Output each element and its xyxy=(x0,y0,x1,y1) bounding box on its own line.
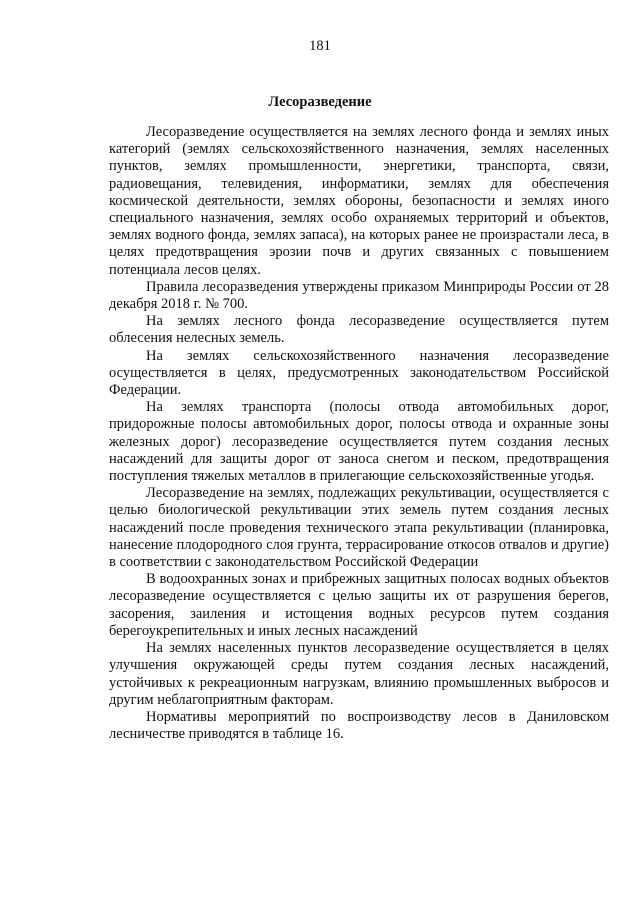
paragraph: Правила лесоразведения утверждены приказом Минприроды России от 28 декабря 2018 г. № 700. xyxy=(109,278,609,313)
paragraph: В водоохранных зонах и прибрежных защитных полосах водных объектов лесоразведение осуществляется с целью защиты их от разрушения берегов, засорения, заиления и истощения водных ресурсов путем создания берегоукрепительных и иных лесных насаждений xyxy=(109,571,609,639)
paragraph: На землях сельскохозяйственного назначения лесоразведение осуществляется в целях, предусмотренных законодательством Российской Федерации. xyxy=(109,347,609,399)
paragraph: На землях населенных пунктов лесоразведение осуществляется в целях улучшения окружающей среды путем создания лесных насаждений, устойчивых к рекреационным нагрузкам, влиянию промышленных выбросов и другим неблагоприятным факторам. xyxy=(109,640,609,708)
paragraph: На землях лесного фонда лесоразведение осуществляется путем облесения нелесных земель. xyxy=(109,313,609,347)
paragraph: Лесоразведение осуществляется на землях лесного фонда и землях иных категорий (землях сельскохозяйственного назначения, землях населенных пунктов, землях промышленности, энергетики, транспорта, связи, радиовещания, телевидения, информатики, землях для обеспечения космической деятельности, землях обороны, безопасности и землях иного специального назначения, землях особо охраняемых территорий и объектов, землях водного фонда, землях запаса), на которых ранее не произрастали леса, в целях предотвращения эрозии почв и других связанных с повышением потенциала лесов целях. xyxy=(109,124,609,278)
body-text xyxy=(109,124,609,743)
section-title: Лесоразведение xyxy=(268,94,372,110)
paragraph: Лесоразведение на землях, подлежащих рекультивации, осуществляется с целью биологической рекультивации этих земель путем создания лесных насаждений после проведения технического этапа рекультивации (планировка, нанесение плодородного слоя грунта, террасирование откосов отвалов и другие) в соответствии с законодательством Российской Федерации xyxy=(109,485,609,571)
paragraph: На землях транспорта (полосы отвода автомобильных дорог, придорожные полосы автомобильных дорог, полосы отвода и охранные зоны железных дорог) лесоразведение осуществляется путем создания лесных насаждений для защиты дорог от заноса снегом и песком, предотвращения поступления тяжелых металлов в прилегающие сельскохозяйственные угодья. xyxy=(109,399,609,485)
paragraph: Нормативы мероприятий по воспроизводству лесов в Даниловском лесничестве приводятся в таблице 16. xyxy=(109,708,609,743)
page-number: 181 xyxy=(309,38,331,54)
